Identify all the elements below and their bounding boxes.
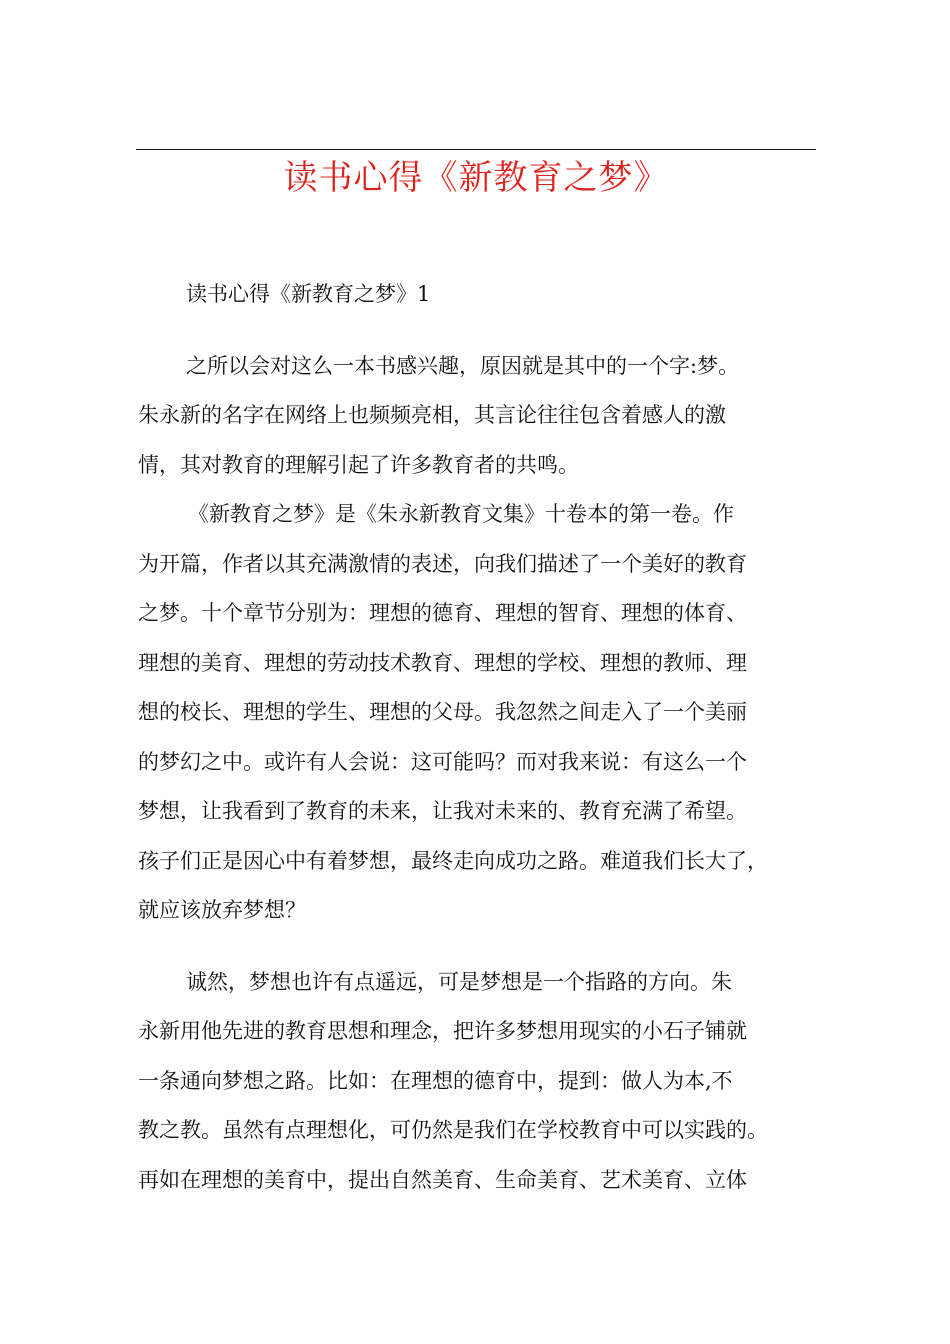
paragraph-line: 孩子们正是因心中有着梦想，最终走向成功之路。难道我们长大了， (138, 848, 768, 873)
document-body (138, 270, 828, 1205)
header-rule (136, 149, 816, 150)
paragraph-line: 情，其对教育的理解引起了许多教育者的共鸣。 (138, 452, 579, 477)
paragraph-line: 想的校长、理想的学生、理想的父母。我忽然之间走入了一个美丽 (138, 700, 747, 724)
paragraph-line: 为开篇，作者以其充满激情的表述，向我们描述了一个美好的教育 (138, 551, 747, 576)
paragraph-line: 永新用他先进的教育思想和理念，把许多梦想用现实的小石子铺就 (138, 1019, 747, 1043)
paragraph-gap (138, 320, 828, 342)
paragraph-line: 理想的美育、理想的劳动技术教育、理想的学校、理想的教师、理 (138, 650, 747, 675)
paragraph-gap (138, 936, 828, 958)
paragraph-line: 梦想，让我看到了教育的未来，让我对未来的、教育充满了希望。 (138, 799, 747, 823)
paragraph-3 (138, 958, 828, 1206)
paragraph-line: 再如在理想的美育中，提出自然美育、生命美育、艺术美育、立体 (138, 1167, 747, 1192)
paragraph-line: 《新教育之梦》是《朱永新教育文集》十卷本的第一卷。作 (188, 502, 734, 526)
paragraph-2 (138, 490, 828, 936)
paragraph-line: 就应该放弃梦想？ (138, 898, 306, 922)
paragraph-line: 诚然，梦想也许有点遥远，可是梦想是一个指路的方向。朱 (186, 969, 732, 994)
paragraph-1 (138, 342, 828, 491)
document-title: 读书心得《新教育之梦》 (283, 158, 669, 198)
paragraph-line: 之所以会对这么一本书感兴趣，原因就是其中的一个字:梦。 (186, 353, 740, 378)
paragraph-line: 一条通向梦想之路。比如：在理想的德育中，提到：做人为本,不 (138, 1068, 733, 1093)
paragraph-line: 的梦幻之中。或许有人会说：这可能吗？而对我来说：有这么一个 (138, 749, 747, 774)
paragraph-line: 教之教。虽然有点理想化，可仍然是我们在学校教育中可以实践的。 (138, 1118, 768, 1142)
paragraph-line: 朱永新的名字在网络上也频频亮相，其言论往往包含着感人的激 (138, 403, 726, 427)
section-heading: 读书心得《新教育之梦》1 (186, 282, 431, 306)
paragraph-line: 之梦。十个章节分别为：理想的德育、理想的智育、理想的体育、 (138, 601, 747, 625)
